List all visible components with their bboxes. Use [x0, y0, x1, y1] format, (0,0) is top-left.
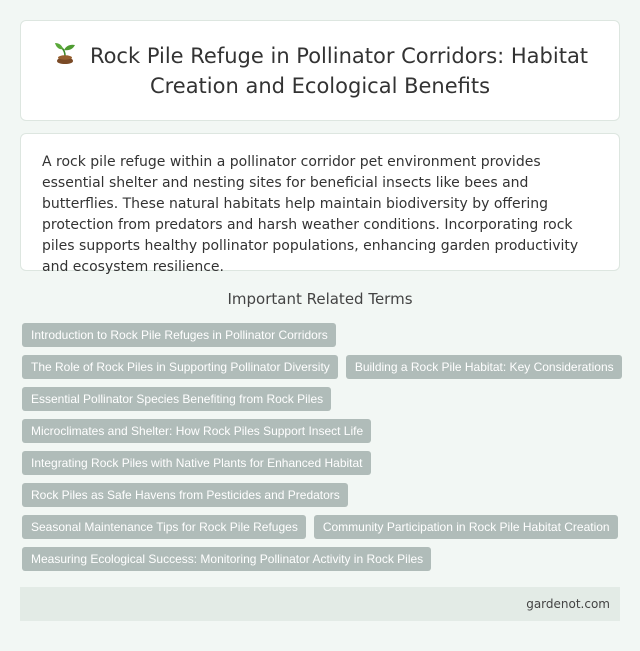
footer-site-link[interactable]: gardenot.com	[526, 597, 610, 611]
related-term-tag[interactable]: Integrating Rock Piles with Native Plants for Enhanced Habitat	[22, 451, 371, 475]
page-title-text: Rock Pile Refuge in Pollinator Corridors: Habitat Creation and Ecological Benefits	[89, 43, 589, 98]
related-term-tag[interactable]: Introduction to Rock Pile Refuges in Pollinator Corridors	[22, 323, 336, 347]
related-terms-heading: Important Related Terms	[227, 290, 413, 308]
intro-card	[20, 133, 620, 275]
related-term-tag[interactable]: Building a Rock Pile Habitat: Key Considerations	[346, 355, 622, 379]
related-term-tag[interactable]: Microclimates and Shelter: How Rock Piles Support Insect Life	[22, 419, 371, 443]
related-term-tag[interactable]: Seasonal Maintenance Tips for Rock Pile Refuges	[22, 515, 306, 539]
sprout-icon	[52, 41, 78, 67]
intro-text: A rock pile refuge within a pollinator corridor pet environment provides essential shelter and nesting sites for beneficial insects like bees and butterflies. These natural habitats help maintain biodiversity by offering protection from predators and harsh weather conditions. Incorporating rock piles supports healthy pollinator populations, enhancing garden productivity and ecosystem resilience.	[42, 154, 579, 275]
related-term-tag[interactable]: Community Participation in Rock Pile Habitat Creation	[314, 515, 618, 539]
footer	[20, 587, 620, 621]
page-title	[21, 41, 619, 101]
title-card	[20, 20, 620, 121]
related-term-tag[interactable]: Rock Piles as Safe Havens from Pesticides and Predators	[22, 483, 348, 507]
related-term-tag[interactable]: Measuring Ecological Success: Monitoring Pollinator Activity in Rock Piles	[22, 547, 431, 571]
related-term-tag[interactable]: The Role of Rock Piles in Supporting Pollinator Diversity	[22, 355, 338, 379]
related-terms-list	[22, 323, 622, 571]
related-term-tag[interactable]: Essential Pollinator Species Benefiting from Rock Piles	[22, 387, 331, 411]
